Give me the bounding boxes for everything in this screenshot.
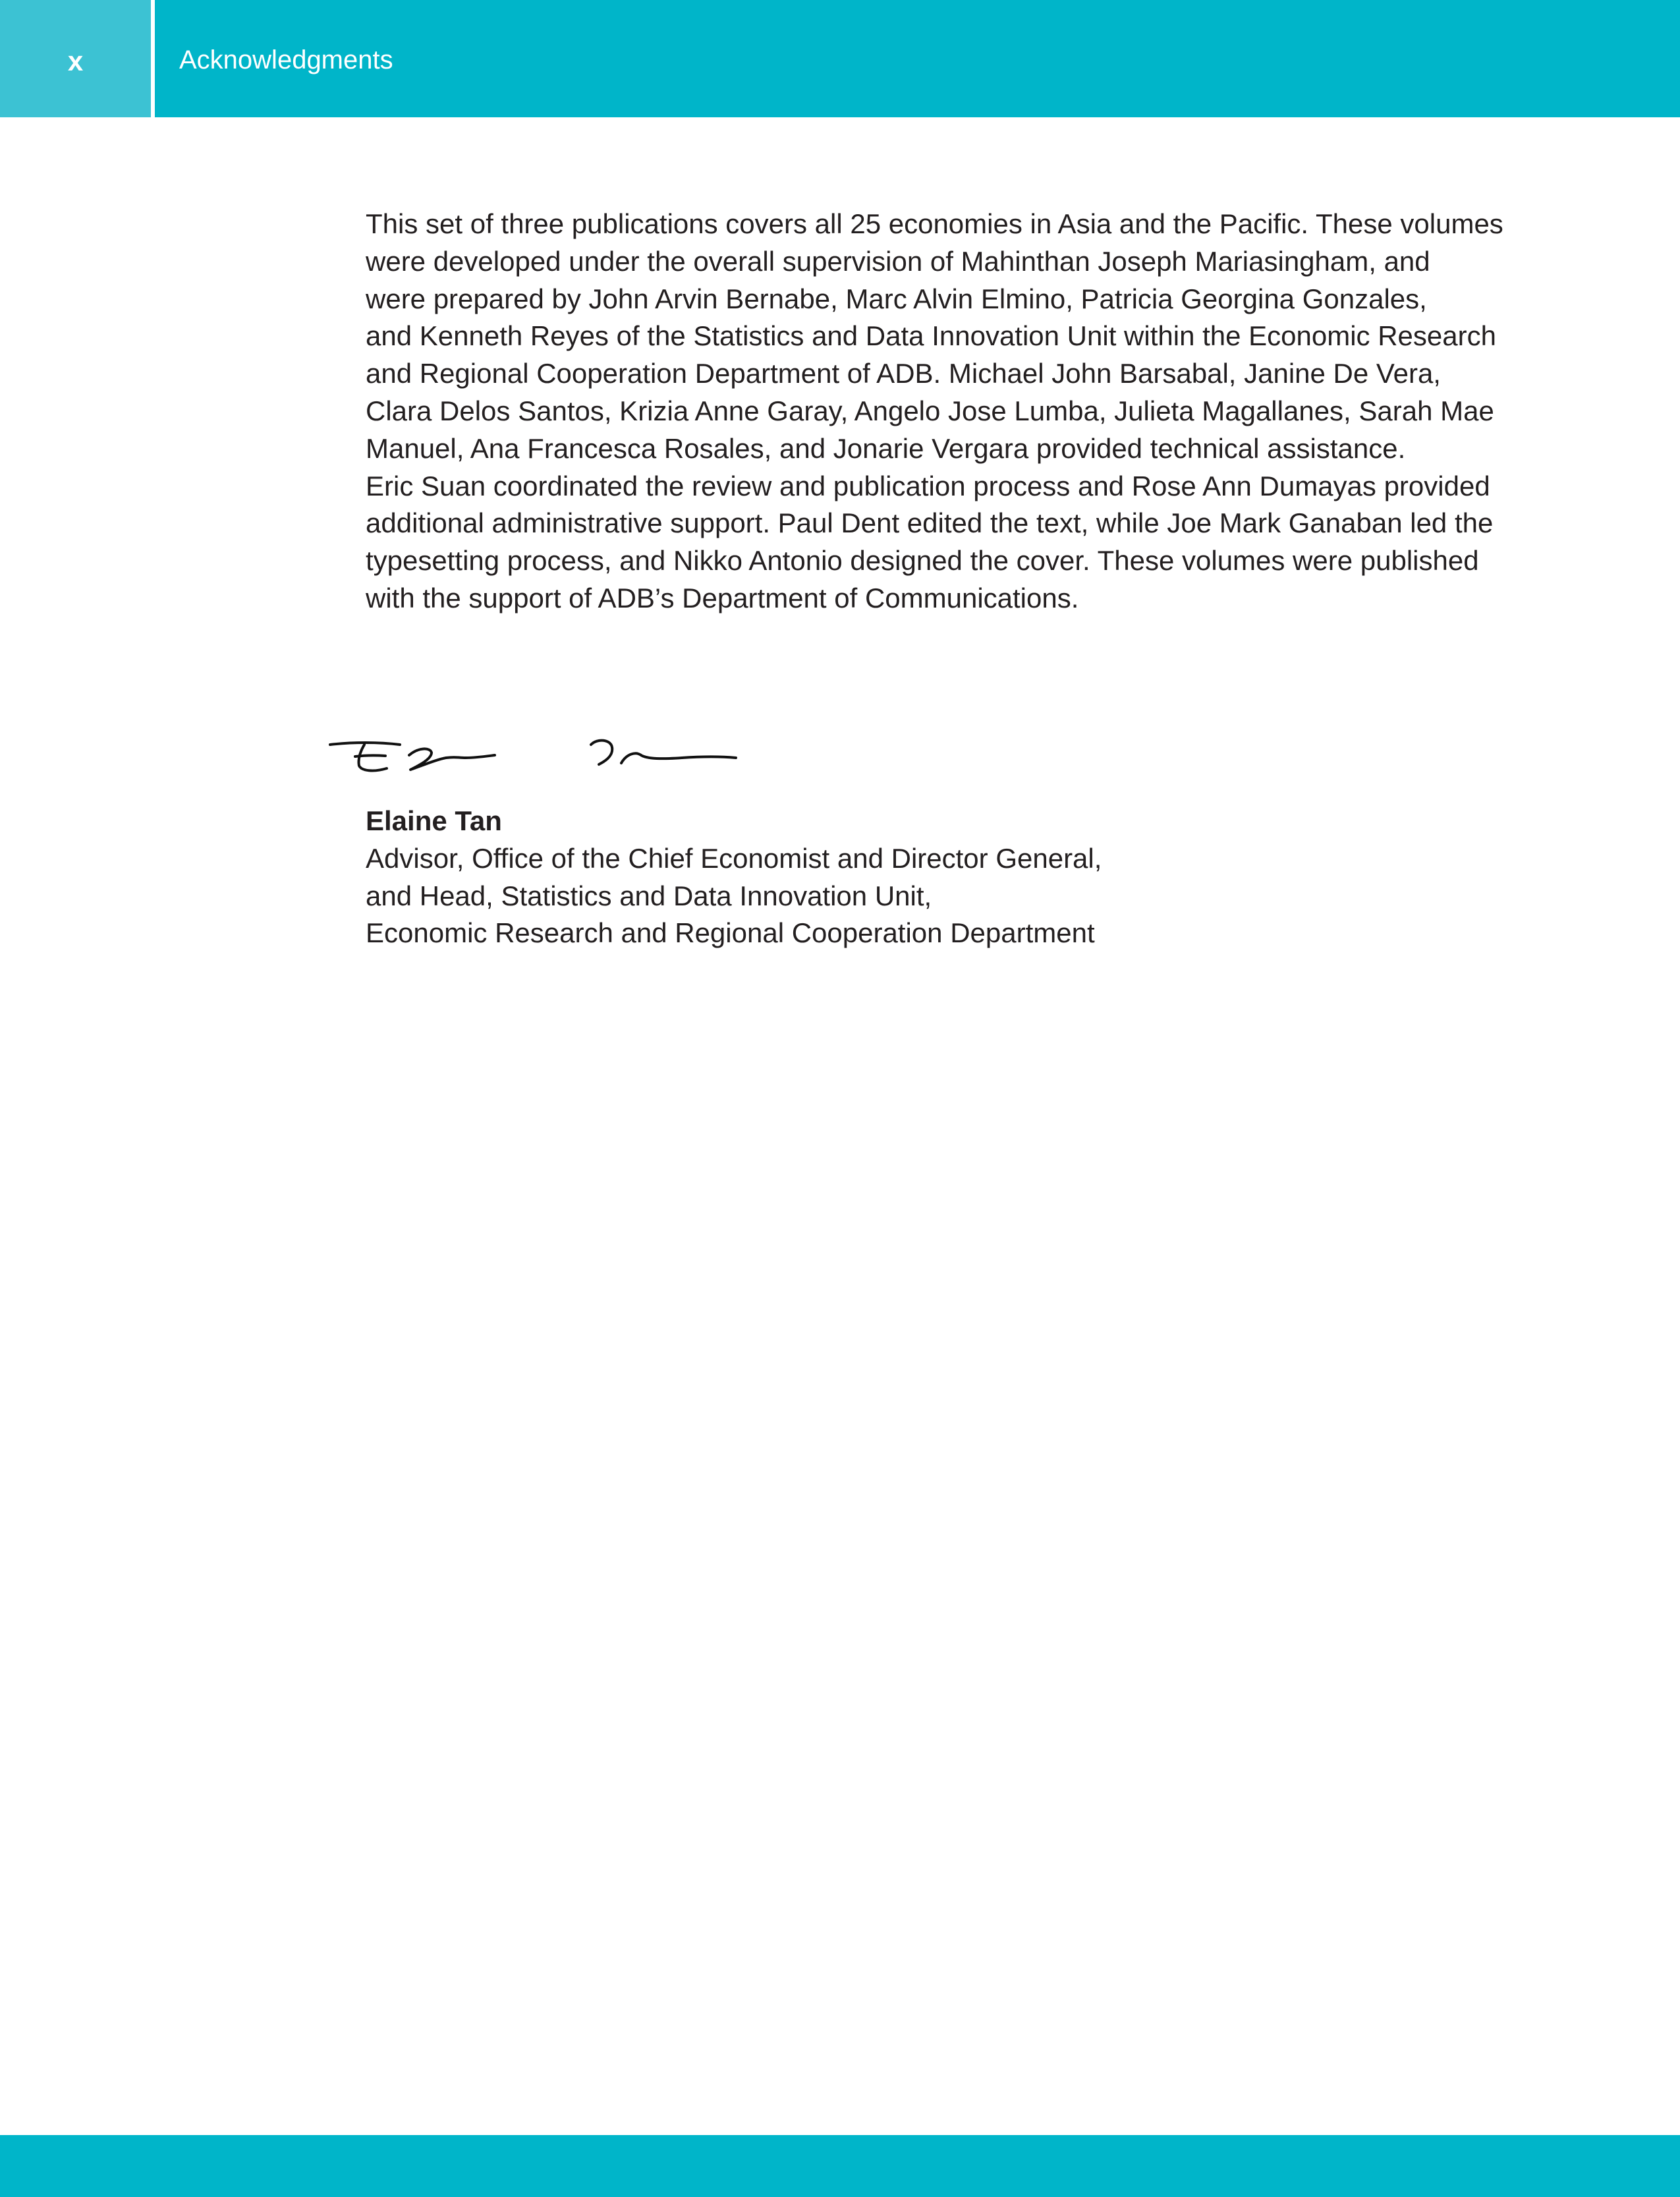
signer-name: Elaine Tan xyxy=(366,805,502,836)
page-header xyxy=(0,0,1680,117)
acknowledgments-paragraph: This set of three publications covers all 25 economies in Asia and the Pacific. These volumes were developed under the overall supervision of Mahinthan Joseph Mariasingham, and were prepared by John Arvin Bernabe, Marc Alvin Elmino, Patricia Georgina Gonzales, and Kenneth Reyes of the Statistics and Data Innovation Unit within the Economic Research and Regional Cooperation Department of ADB. Michael John Barsabal, Janine De Vera, Clara Delos Santos, Krizia Anne Garay, Angelo Jose Lumba, Julieta Magallanes, Sarah Mae Manuel, Ana Francesca Rosales, and Jonarie Vergara provided technical assistance. Eric Suan coordinated the review and publication process and Rose Ann Dumayas provided additional administrative support. Paul Dent edited the text, while Joe Mark Ganaban led the typesetting process, and Nikko Antonio designed the cover. These volumes were published with the support of ADB’s Department of Communications. xyxy=(366,208,1503,613)
page-footer xyxy=(0,2135,1680,2197)
signer-block xyxy=(366,803,1102,952)
page-number-box xyxy=(0,0,151,117)
signer-title-line: and Head, Statistics and Data Innovation Unit, xyxy=(366,880,932,911)
page-number: x xyxy=(67,45,84,76)
signer-title-line: Advisor, Office of the Chief Economist and Director General, xyxy=(366,842,1102,874)
header-divider xyxy=(151,0,155,117)
signature-image xyxy=(326,725,748,791)
section-title: Acknowledgments xyxy=(179,45,393,74)
signer-title-line: Economic Research and Regional Cooperation Department xyxy=(366,917,1095,949)
